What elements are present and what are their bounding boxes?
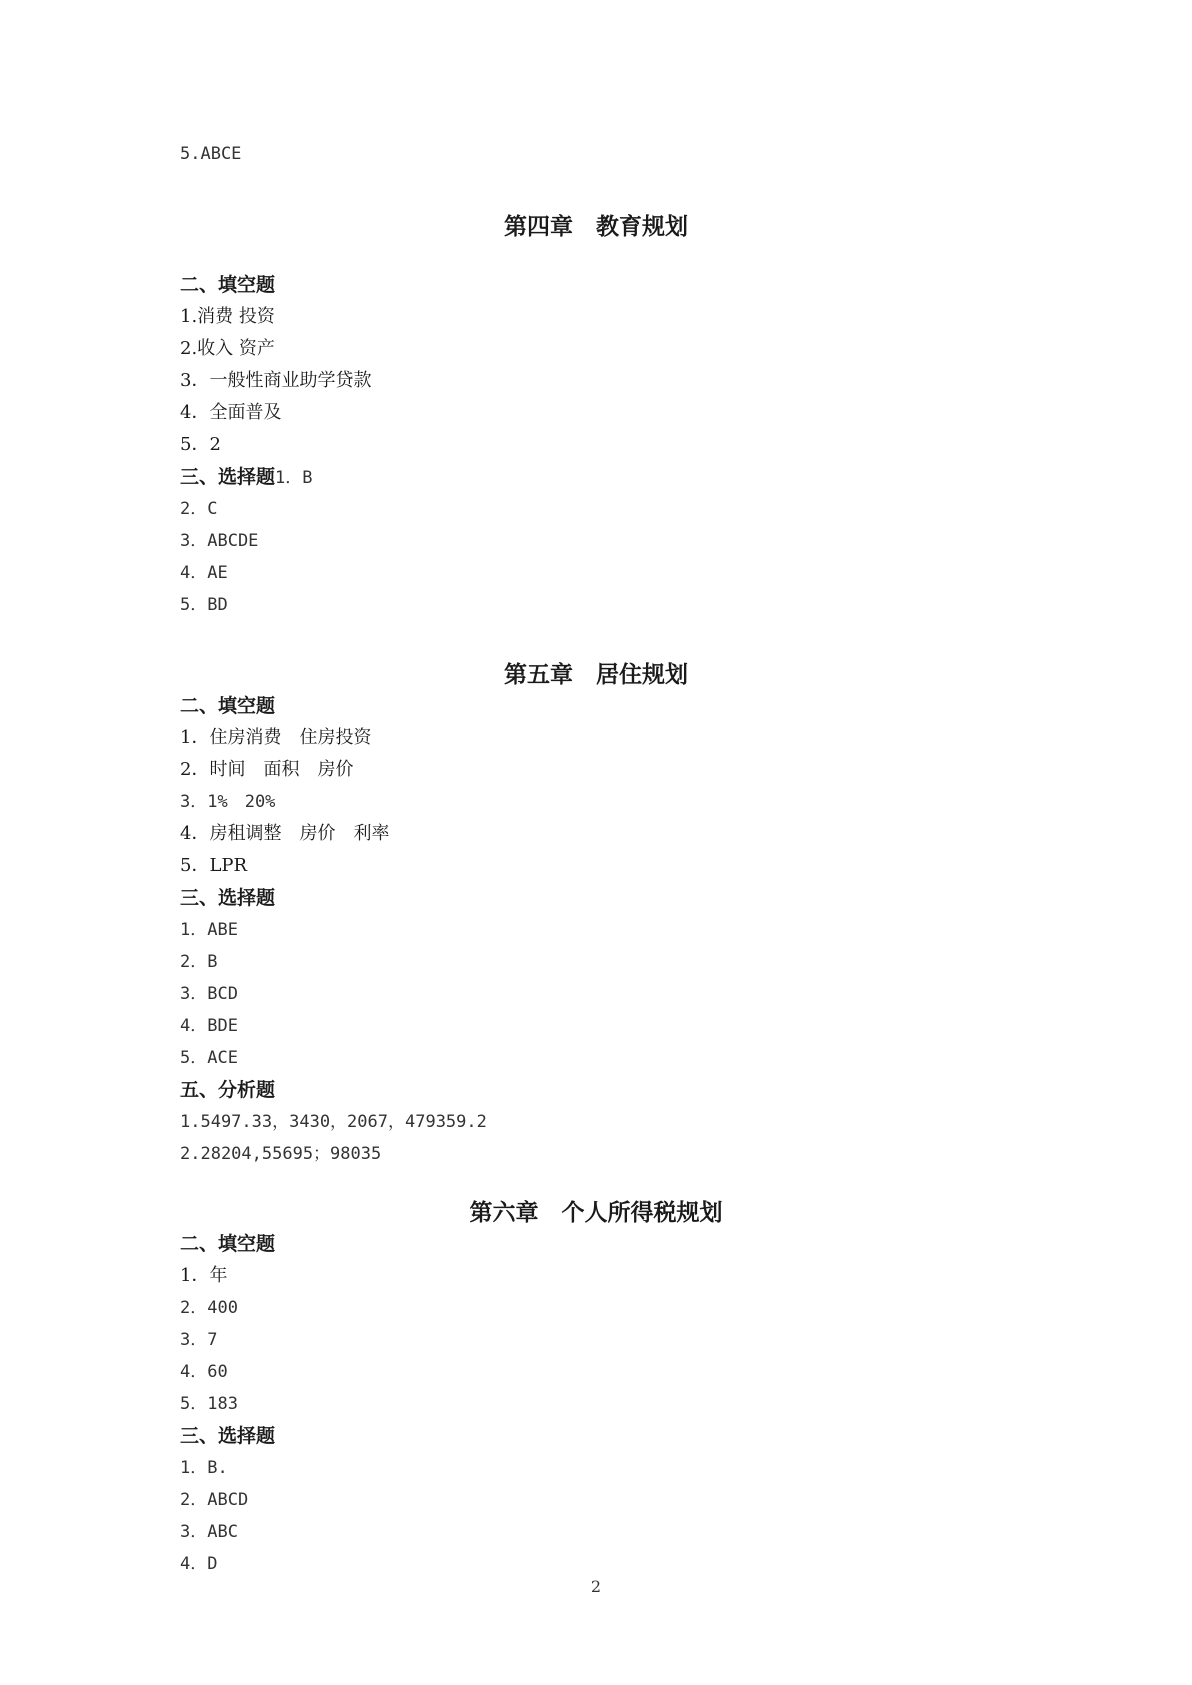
answer-line: 5．183: [180, 1394, 238, 1414]
page-number: 2: [590, 1577, 602, 1596]
answer-line: 5．ACE: [180, 1048, 238, 1068]
answer-line: 4．D: [180, 1554, 218, 1574]
section-heading: 三、选择题: [180, 466, 276, 488]
answer-line: 4．房租调整 房价 利率: [180, 823, 390, 844]
answer-line: 2．400: [180, 1298, 238, 1318]
answer-line: 3．BCD: [180, 984, 238, 1004]
answer-line: 3．1% 20%: [180, 792, 276, 812]
answer-line: 3．ABC: [180, 1522, 238, 1542]
answer-line: 4．BDE: [180, 1016, 238, 1036]
answer-inline: 1．B: [275, 468, 313, 488]
answer-line: 5．2: [180, 434, 221, 455]
section-heading: 二、填空题: [180, 695, 276, 717]
answer-line: 1．ABE: [180, 920, 238, 940]
answer-line: 2．C: [180, 499, 218, 519]
answer-line: 4．全面普及: [180, 402, 282, 423]
answer-line: 3．7: [180, 1330, 218, 1350]
answer-line: 5．LPR: [180, 855, 248, 876]
answer-line: 1．年: [180, 1265, 228, 1286]
answer-line: 1．住房消费 住房投资: [180, 727, 372, 748]
section-heading: 三、选择题: [180, 887, 276, 909]
answer-line: 2．ABCD: [180, 1490, 249, 1510]
answer-line: 4．AE: [180, 563, 228, 583]
answer-line: 1.5497.33，3430，2067，479359.2: [180, 1112, 487, 1132]
section-heading: 五、分析题: [180, 1079, 276, 1101]
chapter-title: 第五章 居住规划: [504, 662, 688, 688]
answer-line: 3．ABCDE: [180, 531, 259, 551]
section-heading-with-answer: [180, 465, 313, 490]
answer-line: 5.ABCE: [180, 144, 242, 164]
chapter-title: 第六章 个人所得税规划: [469, 1200, 723, 1226]
answer-line: 1．B.: [180, 1458, 228, 1478]
answer-line: 1.消费 投资: [180, 306, 275, 327]
answer-line: 2．B: [180, 952, 218, 972]
section-heading: 三、选择题: [180, 1425, 276, 1447]
answer-line: 2.收入 资产: [180, 338, 275, 359]
answer-line: 3．一般性商业助学贷款: [180, 370, 372, 391]
answer-line: 4．60: [180, 1362, 228, 1382]
answer-line: 5．BD: [180, 595, 228, 615]
answer-line: 2．时间 面积 房价: [180, 759, 354, 780]
section-heading: 二、填空题: [180, 1233, 276, 1255]
section-heading: 二、填空题: [180, 274, 276, 296]
answer-line: 2.28204,55695；98035: [180, 1144, 382, 1164]
chapter-title: 第四章 教育规划: [504, 214, 688, 240]
